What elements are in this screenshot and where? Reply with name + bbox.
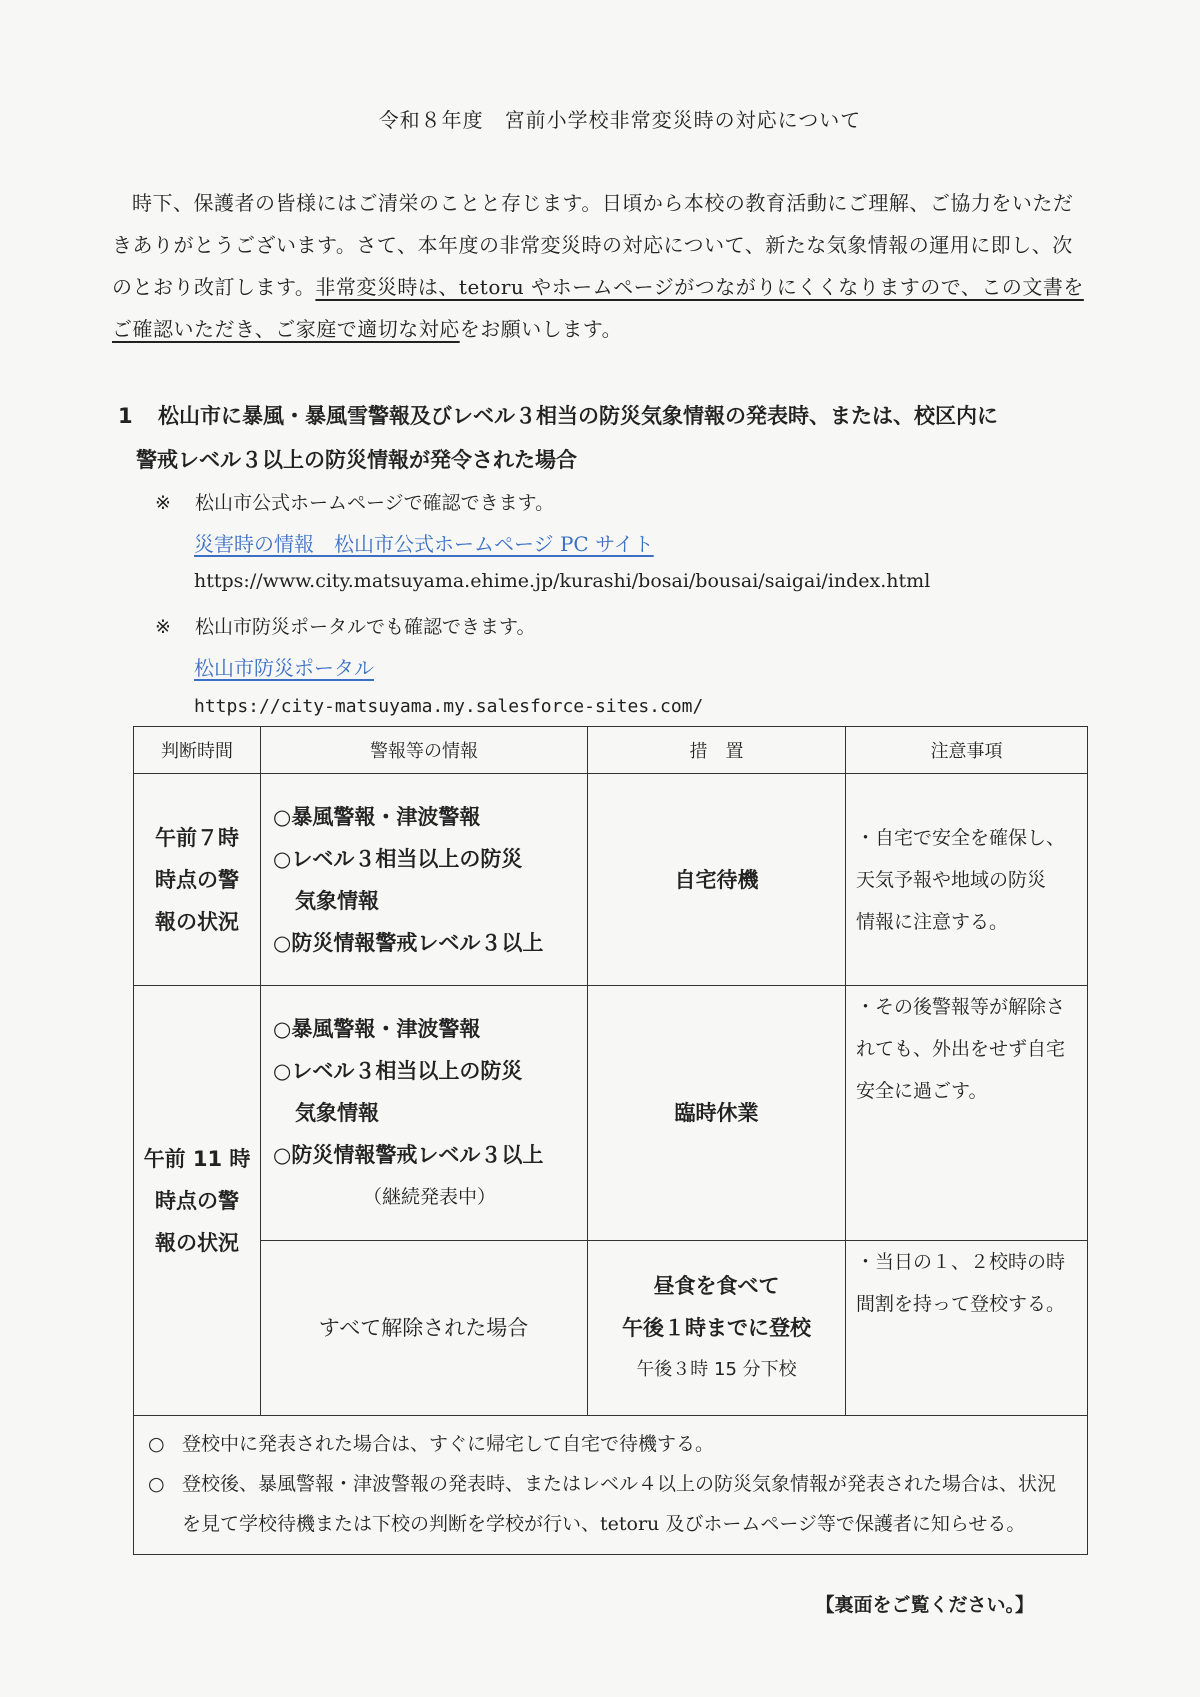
table-header-row bbox=[134, 727, 1088, 774]
row2-action: 臨時休業 bbox=[588, 986, 846, 1241]
row2-time-line: 報の状況 bbox=[155, 1230, 239, 1255]
url-disaster-portal: https://city-matsuyama.my.salesforce-sites.com/ bbox=[194, 696, 704, 717]
header-action: 措 置 bbox=[588, 727, 846, 774]
section-heading-line1: 松山市に暴風・暴風雪警報及びレベル３相当の防災気象情報の発表時、または、校区内に bbox=[158, 404, 998, 428]
header-caution: 注意事項 bbox=[846, 727, 1088, 774]
row1-info bbox=[261, 774, 588, 986]
caution-line: 安全に過ごす。 bbox=[856, 1080, 988, 1102]
table-note-text: 登校中に発表された場合は、すぐに帰宅して自宅で待機する。 bbox=[182, 1433, 715, 1455]
intro-text-end: をお願いします。 bbox=[459, 317, 623, 341]
row2-info bbox=[261, 986, 588, 1241]
table-row bbox=[134, 986, 1088, 1241]
info-line: 気象情報 bbox=[295, 1101, 379, 1125]
table-notes bbox=[134, 1416, 1088, 1555]
info-line: ○防災情報警戒レベル３以上 bbox=[273, 1143, 544, 1167]
caution-line: ・自宅で安全を確保し、 bbox=[856, 826, 1066, 849]
info-line: ○暴風警報・津波警報 bbox=[273, 1017, 481, 1041]
caution-line: ・当日の１、２校時の時 bbox=[856, 1251, 1066, 1273]
row3-caution bbox=[846, 1241, 1088, 1416]
row2-caution bbox=[846, 986, 1088, 1241]
caution-line: 天気予報や地域の防災 bbox=[856, 868, 1047, 891]
note-circle-mark: ○ bbox=[148, 1433, 165, 1455]
note-mark: ※ bbox=[155, 492, 171, 514]
row2-time-line: 時点の警 bbox=[155, 1188, 239, 1213]
row1-action: 自宅待機 bbox=[588, 774, 846, 986]
row2-time bbox=[134, 986, 261, 1416]
note-portal bbox=[155, 612, 535, 639]
document-title: 令和８年度 宮前小学校非常変災時の対応について bbox=[378, 108, 862, 132]
caution-line: ・その後警報等が解除さ bbox=[856, 996, 1066, 1018]
table-note bbox=[148, 1464, 1073, 1544]
table-notes-row bbox=[134, 1416, 1088, 1555]
note-circle-mark: ○ bbox=[148, 1473, 165, 1495]
section-number: 1 bbox=[118, 404, 133, 428]
intro-underlined-text: 非常変災時は、tetoru やホームページがつながりにくくなりますので、この文書をご確認いただき、ご家庭で適切な対応 bbox=[112, 275, 1084, 341]
info-line: ○暴風警報・津波警報 bbox=[273, 804, 481, 829]
note-homepage bbox=[155, 488, 554, 515]
action-line: 午後１時までに登校 bbox=[622, 1316, 811, 1340]
link-city-homepage[interactable]: 災害時の情報 松山市公式ホームページ PC サイト bbox=[194, 532, 654, 556]
row3-action bbox=[588, 1241, 846, 1416]
row1-time-line: 報の状況 bbox=[155, 909, 239, 934]
table-row bbox=[134, 1241, 1088, 1416]
header-time: 判断時間 bbox=[134, 727, 261, 774]
note-text: 松山市防災ポータルでも確認できます。 bbox=[195, 616, 536, 638]
info-line: ○防災情報警戒レベル３以上 bbox=[273, 930, 544, 955]
caution-line: 間割を持って登校する。 bbox=[856, 1293, 1066, 1315]
row1-time bbox=[134, 774, 261, 986]
row1-caution bbox=[846, 774, 1088, 986]
action-line: 昼食を食べて bbox=[653, 1274, 780, 1298]
footer-turn-over: 【裏面をご覧ください。】 bbox=[815, 1594, 1034, 1616]
section-heading bbox=[118, 394, 1098, 482]
info-line: ○レベル３相当以上の防災 bbox=[273, 1059, 523, 1083]
info-line: ○レベル３相当以上の防災 bbox=[273, 846, 523, 871]
note-mark: ※ bbox=[155, 616, 171, 638]
info-line: （継続発表中） bbox=[362, 1186, 496, 1208]
link-disaster-portal[interactable]: 松山市防災ポータル bbox=[194, 656, 374, 680]
caution-line: れても、外出をせず自宅 bbox=[856, 1038, 1066, 1060]
caution-line: 情報に注意する。 bbox=[856, 910, 1009, 933]
action-line: 午後３時 15 分下校 bbox=[636, 1359, 797, 1380]
response-table bbox=[133, 726, 1088, 1555]
row3-info: すべて解除された場合 bbox=[261, 1241, 588, 1416]
row1-time-line: 時点の警 bbox=[155, 867, 239, 892]
table-note-text: 登校後、暴風警報・津波警報の発表時、またはレベル４以上の防災気象情報が発表された場合は、状況を見て学校待機または下校の判断を学校が行い、tetoru 及びホームページ等で保護者に知らせる。 bbox=[182, 1473, 1057, 1535]
header-info: 警報等の情報 bbox=[261, 727, 588, 774]
table-note bbox=[148, 1424, 1073, 1464]
url-city-homepage: https://www.city.matsuyama.ehime.jp/kurashi/bosai/bousai/saigai/index.html bbox=[194, 570, 931, 592]
intro-paragraph bbox=[112, 182, 1088, 350]
info-line: 気象情報 bbox=[295, 888, 379, 913]
row2-time-line: 午前 11 時 bbox=[143, 1146, 251, 1171]
intro-text: 時下、保護者の皆様にはご清栄のことと存じます。日頃から本校の教育活動にご理解、ご協力をいただきありがとうございます。さて、本年度の非常変災時の対応について、新たな気象情報の運用に即し、次のとおり改訂します。 bbox=[112, 191, 1074, 299]
note-text: 松山市公式ホームページで確認できます。 bbox=[195, 492, 555, 514]
table-row bbox=[134, 774, 1088, 986]
row1-time-line: 午前７時 bbox=[155, 825, 239, 850]
section-heading-line2: 警戒レベル３以上の防災情報が発令された場合 bbox=[136, 448, 577, 472]
